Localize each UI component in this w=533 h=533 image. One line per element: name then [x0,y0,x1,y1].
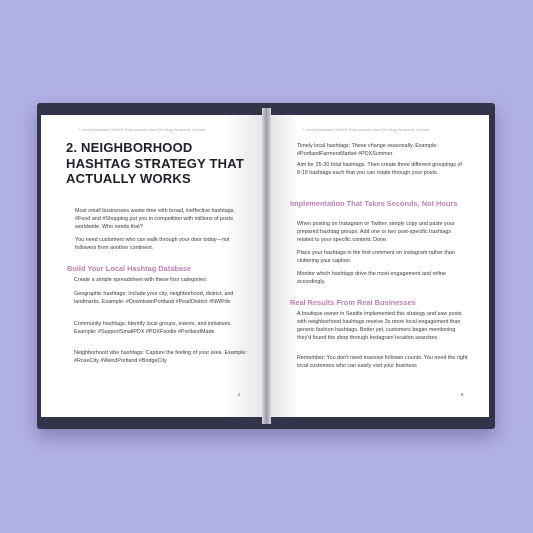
results-paragraph-2: Remember: You don't need massive follower counts. You need the right local customers who can easily visit your business [297,355,468,369]
running-header: 7 Local Marketing Tactics That Actually Work for Busy Business Owners [302,127,430,132]
chapter-title: 2. NEIGHBORHOOD HASHTAG STRATEGY THAT ACTUALLY WORKS [66,140,245,186]
results-heading: Real Results From Real Businesses [290,298,416,307]
right-page [268,115,489,417]
intro-paragraph-1: Most small businesses waste time with broad, ineffective hashtags. #Food and #Shopping put you in competition with millions of posts worldwide. Who needs that? [75,208,235,230]
book-spine [262,108,271,424]
page-number: 5 [461,392,464,397]
implementation-heading: Implementation That Takes Seconds, Not Hours [290,199,458,208]
results-paragraph-1: A boutique owner in Seattle implemented this strategy and saw posts with neighborhood hashtags receive 3x more local engagement than generic fashion hashtags. Better yet, customers began mentioning they'd found the shop through Instagram location searches. [297,311,462,341]
vibe-hashtags: Neighborhood vibe hashtags: Capture the feeling of your area. Example: #RoseCity #WeirdPortland #BridgeCity [74,350,247,364]
left-page [41,115,265,417]
implementation-paragraph-2: Place your hashtags in the first comment on Instagram rather than cluttering your caption. [297,250,455,264]
implementation-paragraph-1: When posting on Instagram or Twitter, simply copy and paste your prepared hashtag groups. Add one or two post-specific hashtags related to your specific content. Done. [297,221,455,243]
community-hashtags: Community hashtags: Identify local groups, events, and initiatives. Example: #SupportSmallPDX #PDXFoodie #PortlandMade [74,321,232,335]
section-intro: Create a simple spreadsheet with these four categories: [74,277,208,283]
timely-hashtags: Timely local hashtags: These change seasonally. Example: #PortlandFarmersMarket #PDXSummer [297,143,438,157]
page-number: 4 [237,392,240,397]
aim-paragraph: Aim for 25-30 total hashtags. Then create three different groupings of 8-10 hashtags each that you can rotate through your posts. [297,162,462,176]
implementation-paragraph-3: Monitor which hashtags drive the most engagement and refine accordingly. [297,271,446,285]
geographic-hashtags: Geographic hashtags: Include your city, neighborhood, district, and landmarks. Example: #DowntownPortland #PearlDistrict #NWPdx [74,291,234,305]
running-header: 7 Local Marketing Tactics That Actually Work for Busy Business Owners [78,127,206,132]
section-heading: Build Your Local Hashtag Database [67,264,192,273]
intro-paragraph-2: You need customers who can walk through your door today—not followers from another continent. [75,237,230,251]
